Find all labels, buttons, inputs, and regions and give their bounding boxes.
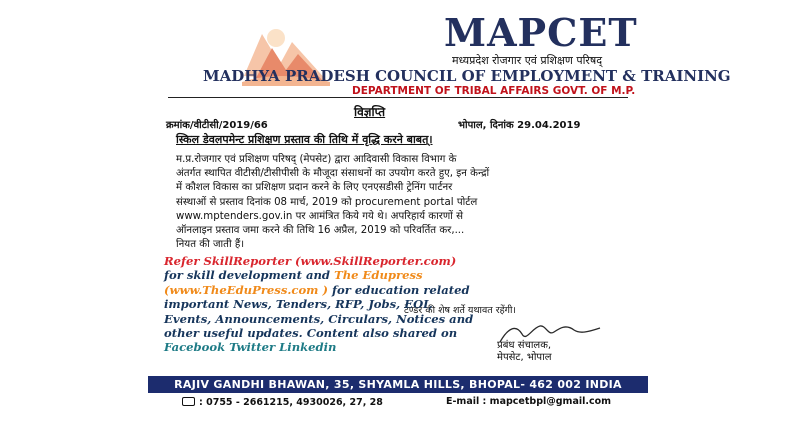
hindi-council-name: मध्यप्रदेश रोजगार एवं प्रशिक्षण परिषद् xyxy=(452,54,603,67)
notice-subject: स्किल डेवलपमेन्ट प्रशिक्षण प्रस्ताव की तिथि में वृद्धि करने बाबत्। xyxy=(176,133,433,146)
promo-overlay xyxy=(164,254,484,355)
department-name: DEPARTMENT OF TRIBAL AFFAIRS GOVT. OF M.P. xyxy=(352,85,636,97)
telephone-icon xyxy=(182,397,195,406)
body-line: अंतर्गत स्थापित वीटीसी/टीसीपीसी के मौजूदा संसाधनों का उपयोग करते हुए, इन केन्द्रों xyxy=(176,168,490,180)
overlay-for-skill: for skill development and xyxy=(164,268,335,283)
brand-name: MAPCET xyxy=(444,10,638,55)
phone-numbers: : 0755 - 2661215, 4930026, 27, 28 xyxy=(199,397,383,408)
body-line: संस्थाओं से प्रस्ताव दिनांक 08 मार्च, 2019 को procurement portal पोर्टल xyxy=(176,196,478,208)
council-name: MADHYA PRADESH COUNCIL OF EMPLOYMENT & TRAINING xyxy=(203,67,731,85)
designation-title: प्रबंध संचालक, xyxy=(497,340,552,351)
notice-title: विज्ञप्ति xyxy=(354,105,386,119)
designation xyxy=(497,340,552,364)
skillreporter-link[interactable]: SkillReporter (www.SkillReporter.com) xyxy=(203,254,457,268)
body-line: ऑनलाइन प्रस्ताव जमा करने की तिथि 16 अप्रैल, 2019 को परिवर्तित कर,... xyxy=(176,225,465,237)
reference-number: क्रमांक/वीटीसी/2019/66 xyxy=(166,120,268,131)
overlay-refer: Refer xyxy=(164,254,204,268)
footer-phone xyxy=(182,396,383,408)
edupress-link[interactable]: (www.TheEduPress.com ) xyxy=(164,282,328,297)
designation-office: मेपसेट, भोपाल xyxy=(497,352,552,363)
overlay-line-5: Events, Announcements, Circulars, Notices and xyxy=(164,311,474,326)
tender-note: टेण्डर की शेष शर्ते यथावत रहेंगी। xyxy=(404,305,517,316)
body-line: नियत की जाती हैं। xyxy=(176,239,245,251)
body-line: म.प्र.रोजगार एवं प्रशिक्षण परिषद् (मेपसेट) द्वारा आदिवासी विकास विभाग के xyxy=(176,154,457,165)
overlay-for-edu: for education related xyxy=(327,282,470,297)
body-line: www.mptenders.gov.in पर आमंत्रित किये गये थे। अपरिहार्य कारणों से xyxy=(176,210,464,222)
footer-email[interactable]: E-mail : mapcetbpl@gmail.com xyxy=(446,396,612,407)
notice-date: भोपाल, दिनांक 29.04.2019 xyxy=(458,120,581,131)
overlay-line-2 xyxy=(164,268,484,282)
notice-body xyxy=(176,153,628,252)
header-divider xyxy=(168,97,628,98)
overlay-line-1 xyxy=(164,254,484,268)
overlay-line-4: important News, Tenders, RFP, Jobs, EOI, xyxy=(164,297,433,312)
overlay-line-7: Facebook Twitter Linkedin xyxy=(164,340,337,355)
edupress-name[interactable]: The Edupress xyxy=(334,268,423,283)
footer-address: RAJIV GANDHI BHAWAN, 35, SHYAMLA HILLS, BHOPAL- 462 002 INDIA xyxy=(174,378,622,391)
overlay-line-6: other useful updates. Content also shared on xyxy=(164,326,458,341)
body-line: में कौशल विकास का प्रशिक्षण प्रदान करने के लिए एनएसडीसी ट्रेनिंग पार्टनर xyxy=(176,182,453,194)
overlay-line-3 xyxy=(164,283,484,297)
